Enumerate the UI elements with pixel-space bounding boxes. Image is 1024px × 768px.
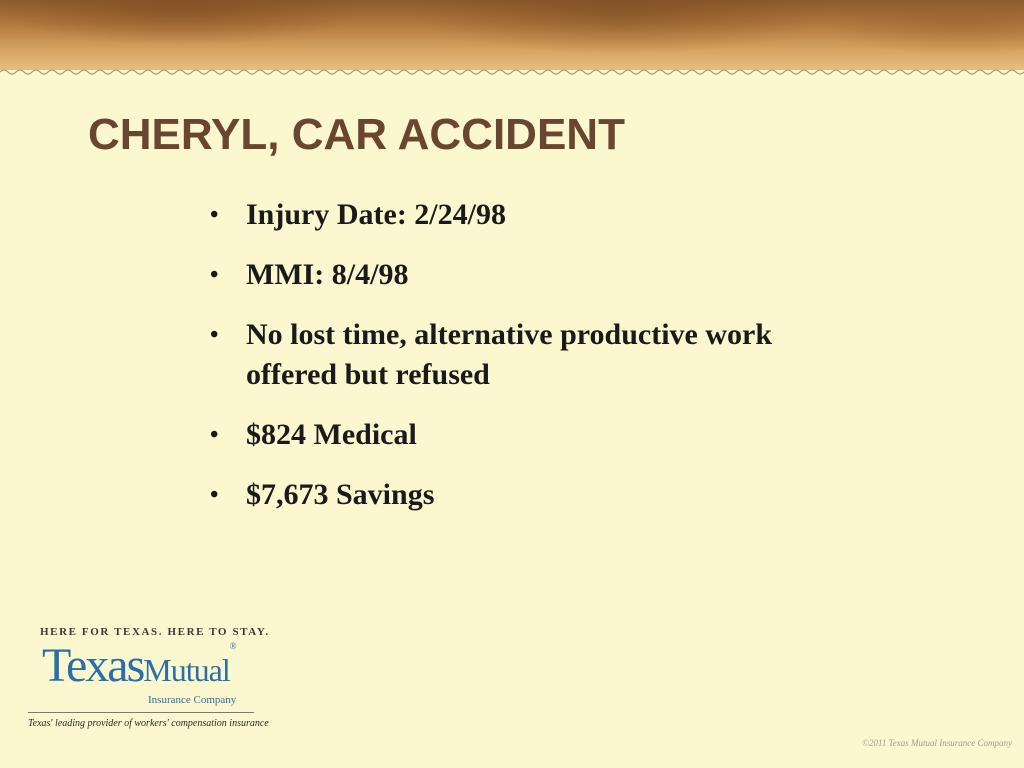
bullet-text: No lost time, alternative productive work offered but refused [246, 318, 773, 391]
bullet-text: Injury Date: 2/24/98 [246, 198, 506, 231]
bullet-item [210, 255, 830, 295]
bullet-text: $7,673 Savings [246, 478, 435, 511]
bullet-icon: • [210, 422, 219, 448]
logo-texas-text: Texas [42, 639, 144, 692]
logo-divider [28, 712, 254, 713]
logo-tagline-bottom: Texas' leading provider of workers' compensation insurance [28, 718, 269, 729]
bullet-item [210, 415, 830, 455]
logo-wordmark [42, 639, 237, 692]
bullet-list [210, 195, 830, 535]
registered-mark: ® [229, 641, 237, 651]
bullet-item [210, 475, 830, 515]
bullet-icon: • [210, 482, 219, 508]
bullet-icon: • [210, 262, 219, 288]
bullet-text: MMI: 8/4/98 [246, 258, 409, 291]
bullet-item [210, 195, 830, 235]
bullet-item [210, 315, 830, 395]
copyright-notice: ©2011 Texas Mutual Insurance Company [862, 738, 1012, 748]
logo-mutual-text: Mutual [143, 652, 230, 688]
texas-mutual-logo [28, 620, 288, 740]
bullet-icon: • [210, 202, 219, 228]
top-banner [0, 0, 1024, 70]
wavy-border [0, 66, 1024, 78]
bullet-icon: • [210, 322, 219, 348]
slide-title: CHERYL, CAR ACCIDENT [88, 110, 625, 159]
logo-subtitle: Insurance Company [148, 694, 237, 706]
bullet-text: $824 Medical [246, 418, 417, 451]
logo-tagline-top: HERE FOR TEXAS. HERE TO STAY. [40, 626, 270, 638]
